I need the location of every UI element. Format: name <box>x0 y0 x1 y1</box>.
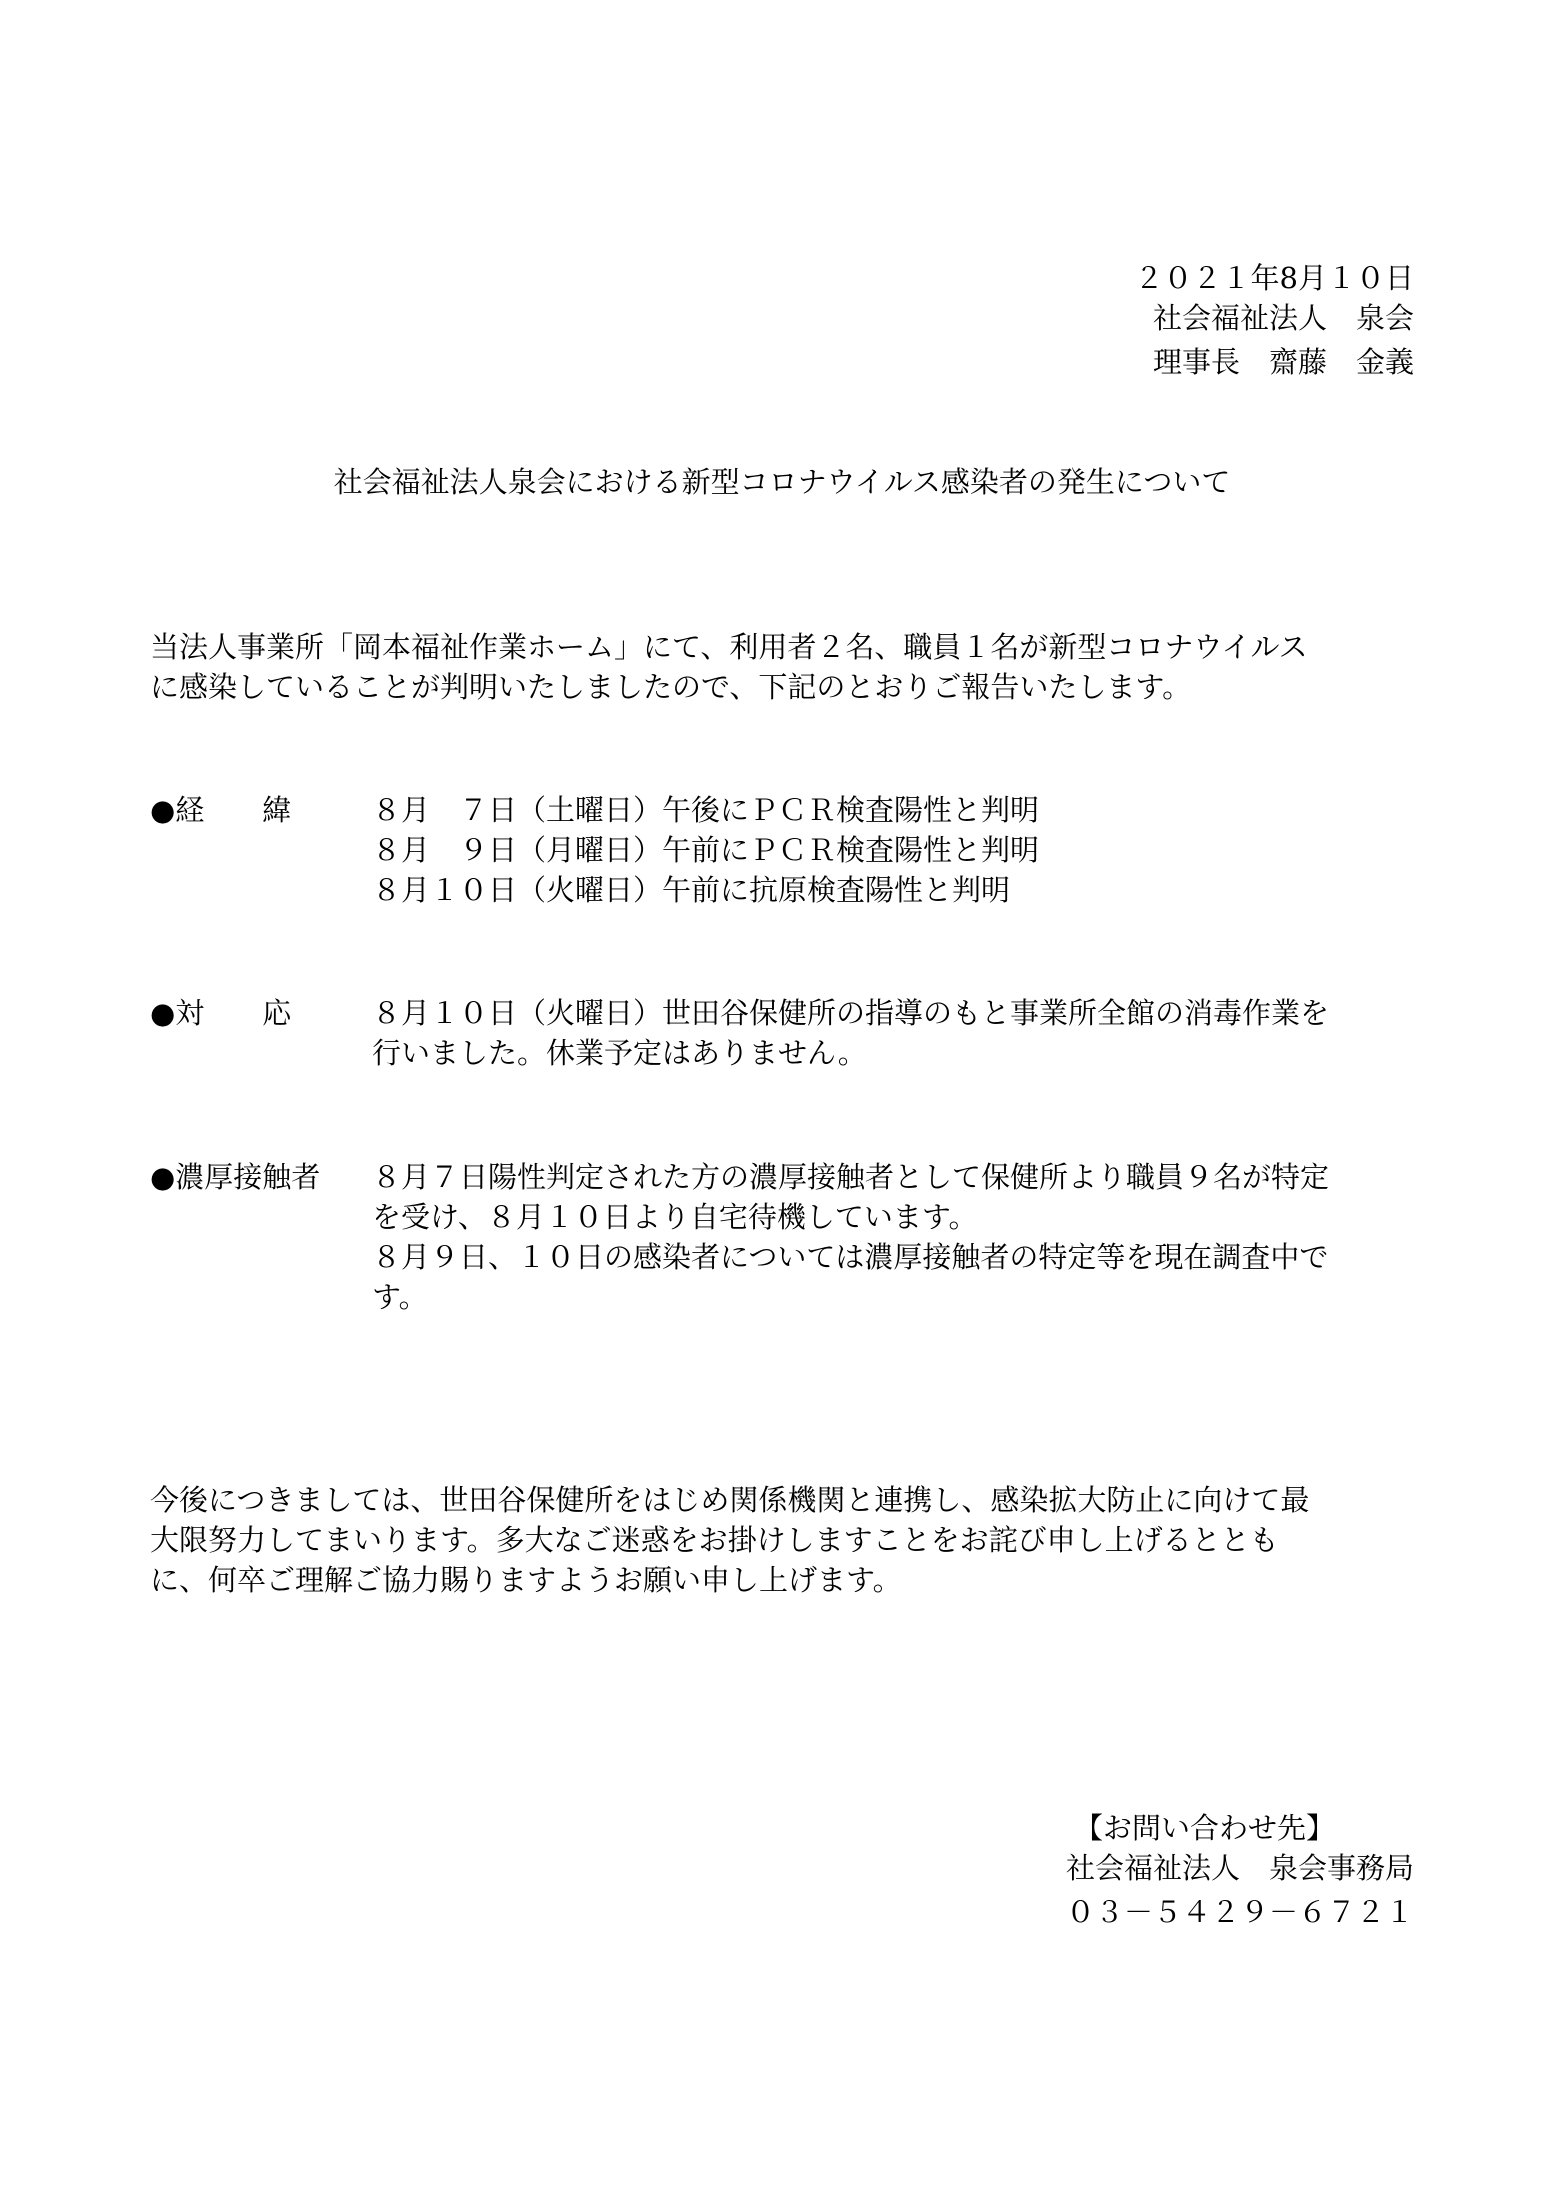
noukou-line-3: ８月９日、１０日の感染者については濃厚接触者の特定等を現在調査中で <box>372 1240 1329 1274</box>
keii-line-1: ８月 ７日（土曜日）午後にＰＣＲ検査陽性と判明 <box>372 793 1040 827</box>
contact-office: 社会福祉法人 泉会事務局 <box>1065 1851 1414 1885</box>
taiou-line-1: ８月１０日（火曜日）世田谷保健所の指導のもと事業所全館の消毒作業を <box>372 996 1330 1030</box>
issuer-chair: 理事長 齋藤 金義 <box>1152 345 1414 379</box>
closing-line-2: 大限努力してまいります。多大なご迷惑をお掛けしますことをお詫び申し上げるととも <box>150 1523 1279 1557</box>
section-label-taiou: ●対 応 <box>150 996 292 1030</box>
keii-line-2: ８月 ９日（月曜日）午前にＰＣＲ検査陽性と判明 <box>372 833 1040 867</box>
document-date: ２０２１年8月１０日 <box>1134 261 1414 295</box>
contact-phone: ０３－５４２９－６７２１ <box>1065 1895 1414 1929</box>
keii-line-3: ８月１０日（火曜日）午前に抗原検査陽性と判明 <box>372 873 1011 907</box>
section-label-keii: ●経 緯 <box>150 793 292 827</box>
intro-line-1: 当法人事業所「岡本福祉作業ホーム」にて、利用者２名、職員１名が新型コロナウイルス <box>150 630 1308 664</box>
document-title: 社会福祉法人泉会における新型コロナウイルス感染者の発生について <box>333 465 1231 499</box>
noukou-line-4: す。 <box>372 1280 428 1314</box>
section-label-noukou: ●濃厚接触者 <box>150 1160 321 1194</box>
closing-line-3: に、何卒ご理解ご協力賜りますようお願い申し上げます。 <box>150 1563 902 1597</box>
intro-line-2: に感染していることが判明いたしましたので、下記のとおりご報告いたします。 <box>150 670 1192 704</box>
noukou-line-1: ８月７日陽性判定された方の濃厚接触者として保健所より職員９名が特定 <box>372 1160 1330 1194</box>
closing-line-1: 今後につきましては、世田谷保健所をはじめ関係機関と連携し、感染拡大防止に向けて最 <box>150 1483 1310 1517</box>
issuer-organization: 社会福祉法人 泉会 <box>1152 301 1414 335</box>
noukou-line-2: を受け、８月１０日より自宅待機しています。 <box>372 1200 978 1234</box>
taiou-line-2: 行いました。休業予定はありません。 <box>372 1036 867 1070</box>
contact-heading: 【お問い合わせ先】 <box>1073 1811 1335 1845</box>
contact-block <box>1066 1808 1414 1932</box>
